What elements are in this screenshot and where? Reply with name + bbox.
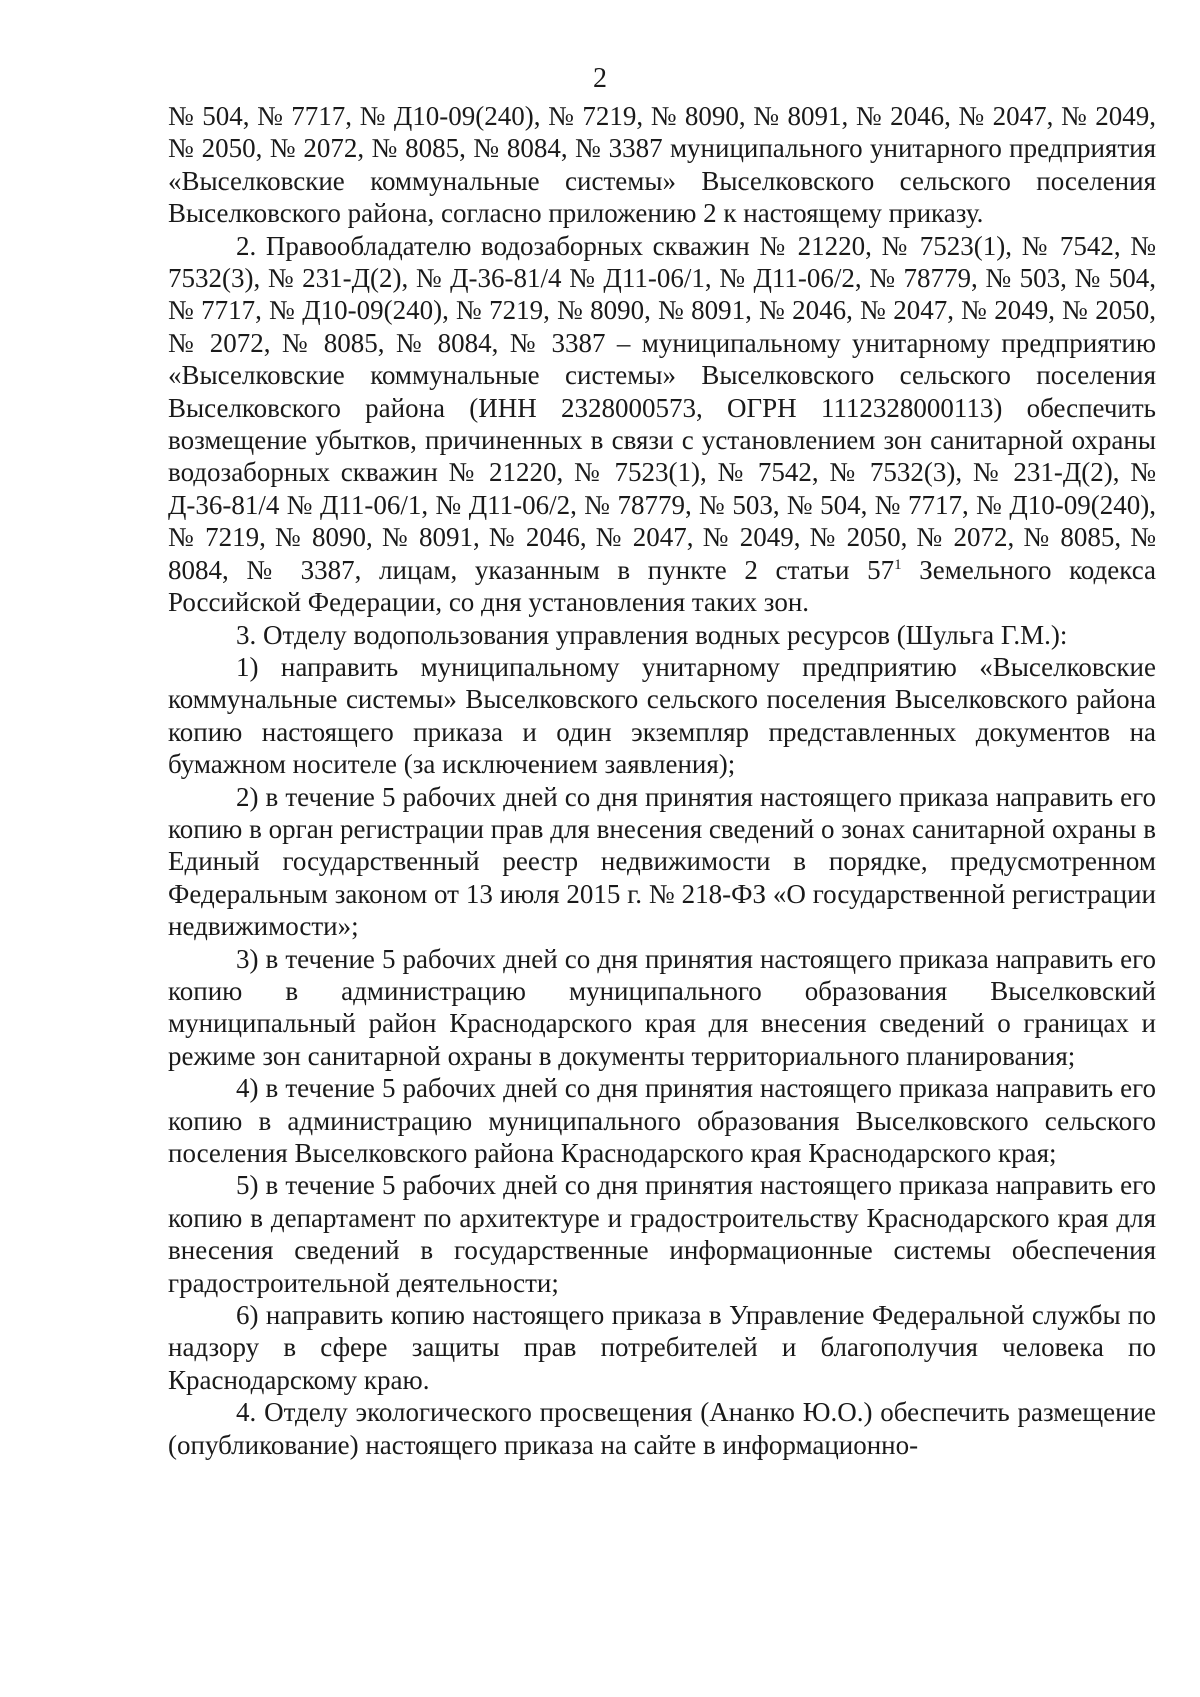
paragraph-continuation: № 504, № 7717, № Д10-09(240), № 7219, № 8090, № 8091, № 2046, № 2047, № 2049, № 2050, № 2072, № 8085, № 8084, № 3387 муниципального унитарного предприятия «Выселковские коммунальные системы» Выселковского сельского поселения Выселковского района, согласно приложению 2 к настоящему приказу. [168, 101, 1156, 229]
document-body [168, 100, 1156, 1461]
article-superscript: 1 [894, 556, 902, 573]
subitem-2: 2) в течение 5 рабочих дней со дня принятия настоящего приказа направить его копию в орган регистрации прав для внесения сведений о зонах санитарной охраны в Единый государственный реестр недвижимости в порядке, предусмотренном Федеральным законом от 13 июля 2015 г. № 218-ФЗ «О государственной регистрации недвижимости»; [168, 781, 1156, 942]
paragraph-item-2-text: 2. Правообладателю водозаборных скважин № 21220, № 7523(1), № 7542, № 7532(3), № 231-Д(2), № Д-36-81/4 № Д11-06/1, № Д11-06/2, № 78779, № 503, № 504, № 7717, № Д10-09(240), № 7219, № 8090, № 8091, № 2046, № 2047, № 2049, № 2050, № 2072, № 8085, № 8084, № 3387 – муниципальному унитарному предприятию «Выселковские коммунальные системы» Выселковского сельского поселения Выселковского района (ИНН 2328000573, ОГРН 1112328000113) обеспечить возмещение убытков, причиненных в связи с установлением зон санитарной охраны водозаборных скважин № 21220, № 7523(1), № 7542, № 7532(3), № 231-Д(2), № Д-36-81/4 № Д11-06/1, № Д11-06/2, № 78779, № 503, № 504, № 7717, № Д10-09(240), № 7219, № 8090, № 8091, № 2046, № 2047, № 2049, № 2050, № 2072, № 8085, № 8084, № 3387, лицам, указанным в пункте 2 статьи 57 [168, 230, 1156, 585]
subitem-6: 6) направить копию настоящего приказа в Управление Федеральной службы по надзору в сфере защиты прав потребителей и благополучия человека по Краснодарскому краю. [168, 1300, 1156, 1395]
subitem-5: 5) в течение 5 рабочих дней со дня принятия настоящего приказа направить его копию в департамент по архитектуре и градостроительству Краснодарского края для внесения сведений в государственные информационные системы обеспечения градостроительной деятельности; [168, 1170, 1156, 1298]
subitem-4: 4) в течение 5 рабочих дней со дня принятия настоящего приказа направить его копию в администрацию муниципального образования Выселковского сельского поселения Выселковского района Краснодарского края Краснодарского края; [168, 1073, 1156, 1168]
paragraph-item-4: 4. Отделу экологического просвещения (Ананко Ю.О.) обеспечить размещение (опубликование) настоящего приказа на сайте в информационно- [168, 1397, 1156, 1460]
paragraph-item-2-text-end: Земельного кодекса Российской Федерации, со дня установления таких зон. [168, 554, 1156, 618]
page-number: 2 [593, 63, 607, 94]
subitem-1: 1) направить муниципальному унитарному предприятию «Выселковские коммунальные системы» Выселковского сельского поселения Выселковского района копию настоящего приказа и один экземпляр представленных документов на бумажном носителе (за исключением заявления); [168, 651, 1156, 780]
paragraph-item-2 [168, 230, 1156, 619]
subitem-3: 3) в течение 5 рабочих дней со дня принятия настоящего приказа направить его копию в администрацию муниципального образования Выселковский муниципальный район Краснодарского края для внесения сведений о границах и режиме зон санитарной охраны в документы территориального планирования; [168, 943, 1156, 1071]
paragraph-item-3: 3. Отделу водопользования управления водных ресурсов (Шульга Г.М.): [236, 619, 1068, 650]
